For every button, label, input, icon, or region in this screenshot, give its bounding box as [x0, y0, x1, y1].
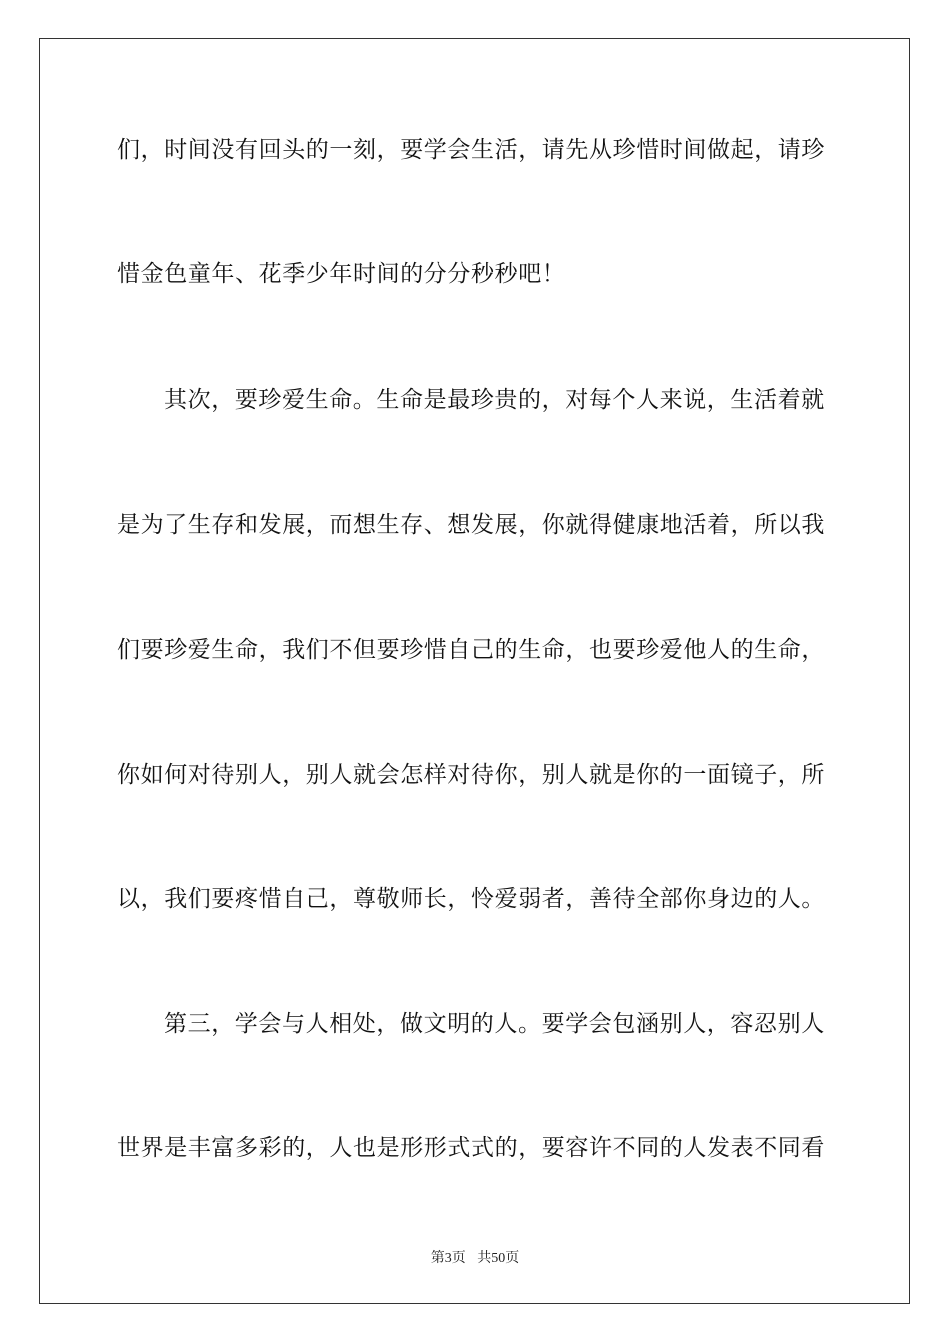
page-border: [39, 38, 910, 1304]
text-line: 惜金色童年、花季少年时间的分分秒秒吧！: [117, 261, 566, 287]
text-line: 们要珍爱生命，我们不但要珍惜自己的生命，也要珍爱他人的生命，: [117, 637, 825, 663]
text-line: 世界是丰富多彩的，人也是形形式式的，要容许不同的人发表不同看: [117, 1135, 825, 1161]
page-footer: [0, 1247, 950, 1267]
text-line: 们，时间没有回头的一刻，要学会生活，请先从珍惜时间做起，请珍: [117, 137, 825, 163]
page-total: 共50页: [477, 1251, 520, 1266]
page-number: 第3页: [430, 1251, 466, 1266]
text-line: 你如何对待别人，别人就会怎样对待你，别人就是你的一面镜子，所: [117, 762, 825, 788]
text-line: 是为了生存和发展，而想生存、想发展，你就得健康地活着，所以我: [117, 512, 825, 538]
paragraph-start-line: 其次，要珍爱生命。生命是最珍贵的，对每个人来说，生活着就: [164, 387, 825, 413]
paragraph-start-line: 第三，学会与人相处，做文明的人。要学会包涵别人，容忍别人: [164, 1011, 825, 1037]
text-line: 以，我们要疼惜自己，尊敬师长，怜爱弱者，善待全部你身边的人。: [117, 886, 825, 912]
